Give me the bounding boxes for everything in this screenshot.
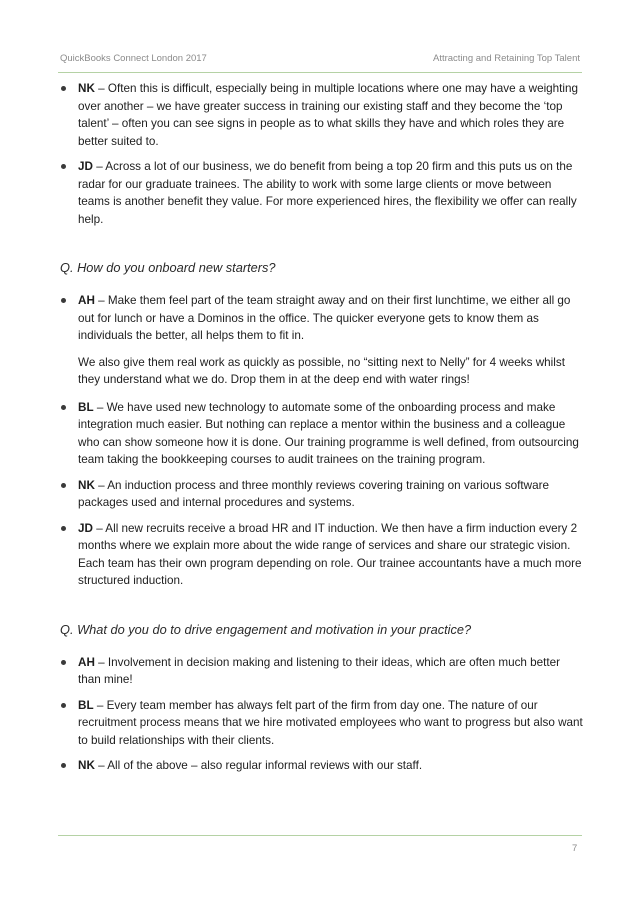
section-question: Q. What do you do to drive engagement and motivation in your practice? [60, 621, 472, 637]
speaker-initials: BL [78, 698, 94, 712]
answer-followup-text: We also give them real work as quickly as possible, no “sitting next to Nelly” for 4 weeks whilst they understand what we do. Drop them in at the deep end with water rings! [78, 355, 565, 386]
section-question: Q. How do you onboard new starters? [60, 260, 276, 275]
list-item [60, 757, 584, 775]
list-item [60, 477, 584, 512]
header-document-title: Attracting and Retaining Top Talent [433, 53, 580, 64]
speaker-initials: NK [78, 478, 95, 492]
bullet-icon [61, 526, 66, 531]
answer-text: – An induction process and three monthly reviews covering training on various software packages used and internal procedures and systems. [78, 478, 549, 509]
list-item [60, 158, 584, 228]
answer-text: – We have used new technology to automate some of the onboarding process and make integration much easier. But nothing can replace a mentor within the business and a colleague who can show someone how it is done. Our training programme is well defined, from outsourcing team taking the bookkeeping courses to audit trainees on the training program. [78, 400, 579, 466]
list-item [60, 520, 584, 590]
list-item [60, 80, 584, 150]
answer-text: – All of the above – also regular informal reviews with our staff. [94, 759, 423, 772]
bullet-icon [61, 483, 66, 488]
bullet-icon [61, 405, 66, 410]
page-header [60, 53, 580, 64]
footer-divider [58, 835, 582, 836]
answer-text: – Often this is difficult, especially being in multiple locations where one may have a weighting over another – we have greater success in training our existing staff and they become the ‘top talent’ – often you can see signs in people as to what skills they have and which roles they are better suited to. [78, 82, 579, 148]
speaker-initials: AH [78, 655, 95, 669]
bullet-icon [61, 703, 66, 708]
speaker-initials: NK [78, 759, 95, 772]
bullet-icon [61, 660, 66, 665]
bullet-icon [61, 298, 66, 303]
header-event-title: QuickBooks Connect London 2017 [60, 53, 207, 64]
answer-text: – All new recruits receive a broad HR and IT induction. We then have a firm induction every 2 months where we explain more about the wide range of services and share our strategic vision. Each team has their own program depending on role. Our trainee accountants have a much more structured induction. [78, 521, 582, 587]
header-divider [58, 72, 582, 73]
list-item [60, 292, 584, 345]
speaker-initials: NK [78, 82, 95, 95]
speaker-initials: JD [78, 521, 93, 535]
page-number: 7 [572, 843, 578, 854]
page-body [60, 80, 584, 775]
bullet-icon [61, 164, 66, 169]
bullet-icon [61, 86, 66, 91]
list-item [60, 697, 584, 750]
list-item [60, 399, 584, 469]
speaker-initials: BL [78, 400, 94, 414]
speaker-initials: JD [78, 160, 93, 173]
answer-text: – Involvement in decision making and listening to their ideas, which are often much better than mine! [78, 655, 561, 686]
answer-text: – Every team member has always felt part of the firm from day one. The nature of our recruitment process means that we hire motivated employees who want to progress but also want to build relationships with their clients. [78, 698, 583, 747]
list-item [60, 654, 584, 689]
speaker-initials: AH [78, 294, 95, 307]
answer-text: – Across a lot of our business, we do benefit from being a top 20 firm and this puts us on the radar for our graduate trainees. The ability to work with some large clients or move between teams is another benefit they value. For more experienced hires, the flexibility we offer can really help. [78, 160, 577, 226]
answer-text: – Make them feel part of the team straight away and on their first lunchtime, we either all go out for lunch or have a Dominos in the office. The quicker everyone gets to know them as individuals the better, all helps them to fit in. [78, 294, 571, 342]
bullet-icon [61, 763, 66, 768]
